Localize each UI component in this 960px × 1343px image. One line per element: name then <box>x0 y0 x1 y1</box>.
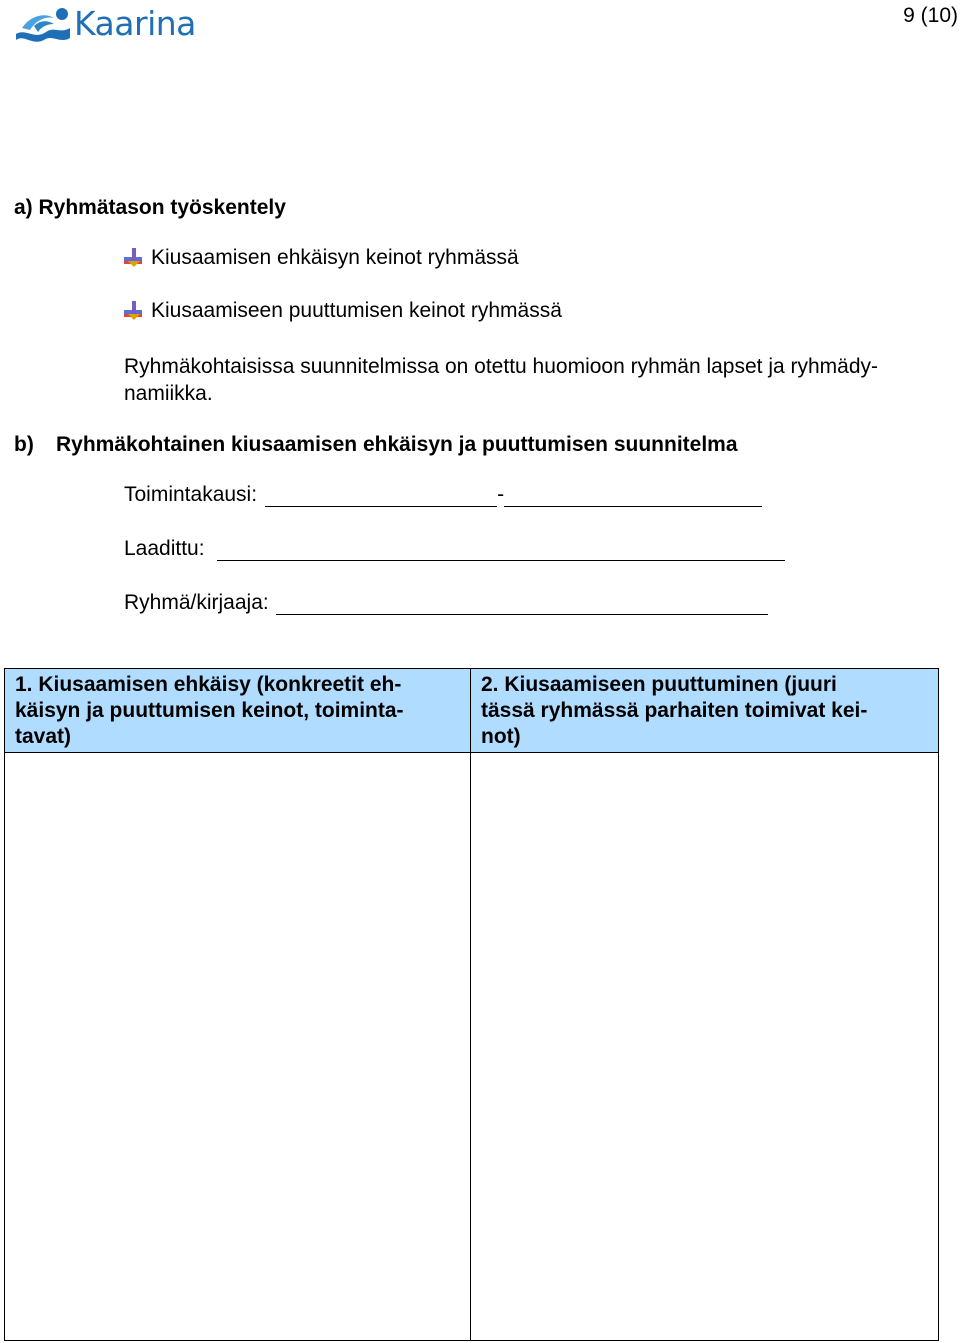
bullet-text: Kiusaamiseen puuttumisen keinot ryhmässä <box>151 299 562 322</box>
header-line: not) <box>481 725 521 748</box>
created-line[interactable] <box>217 540 785 561</box>
group-line[interactable] <box>276 594 768 615</box>
wave-logo-icon <box>14 4 72 44</box>
period-end-line[interactable] <box>504 486 762 507</box>
paragraph-line: Ryhmäkohtaisissa suunnitelmissa on otettu huomioon ryhmän lapset ja ryhmädy- <box>124 355 879 378</box>
bullet-item <box>124 299 562 323</box>
period-separator: - <box>497 483 505 506</box>
section-b-heading: Ryhmäkohtainen kiusaamisen ehkäisyn ja puuttumisen suunnitelma <box>56 433 738 456</box>
section-a-paragraph <box>124 353 960 407</box>
created-field[interactable] <box>124 537 785 561</box>
plan-table <box>4 668 939 1341</box>
header-line: tavat) <box>15 725 72 748</box>
section-a-heading: a) Ryhmätason työskentely <box>14 196 286 219</box>
page-number: 9 (10) <box>903 4 958 27</box>
period-label: Toimintakausi: <box>124 483 258 506</box>
prevention-column-header <box>5 669 471 753</box>
bullet-item <box>124 246 519 270</box>
period-start-line[interactable] <box>265 486 497 507</box>
table-row <box>5 753 939 1341</box>
arrow-bullet-icon <box>124 300 144 322</box>
table-header-row <box>5 669 939 753</box>
intervention-column-header <box>471 669 939 753</box>
header-line: 2. Kiusaamiseen puuttuminen (juuri <box>481 673 837 696</box>
section-b-marker: b) <box>14 433 34 456</box>
period-field[interactable] <box>124 483 762 507</box>
prevention-input-cell[interactable] <box>5 753 471 1341</box>
kaarina-logo <box>14 4 196 44</box>
group-field[interactable] <box>124 591 768 615</box>
header-line: tässä ryhmässä parhaiten toimivat kei- <box>481 699 868 722</box>
bullet-text: Kiusaamisen ehkäisyn keinot ryhmässä <box>151 246 519 269</box>
logo-text: Kaarina <box>74 4 196 43</box>
intervention-input-cell[interactable] <box>471 753 939 1341</box>
created-label: Laadittu: <box>124 537 205 560</box>
paragraph-line: namiikka. <box>124 382 213 405</box>
group-label: Ryhmä/kirjaaja: <box>124 591 269 614</box>
header-line: käisyn ja puuttumisen keinot, toiminta- <box>15 699 404 722</box>
arrow-bullet-icon <box>124 247 144 269</box>
header-line: 1. Kiusaamisen ehkäisy (konkreetit eh- <box>15 673 402 696</box>
